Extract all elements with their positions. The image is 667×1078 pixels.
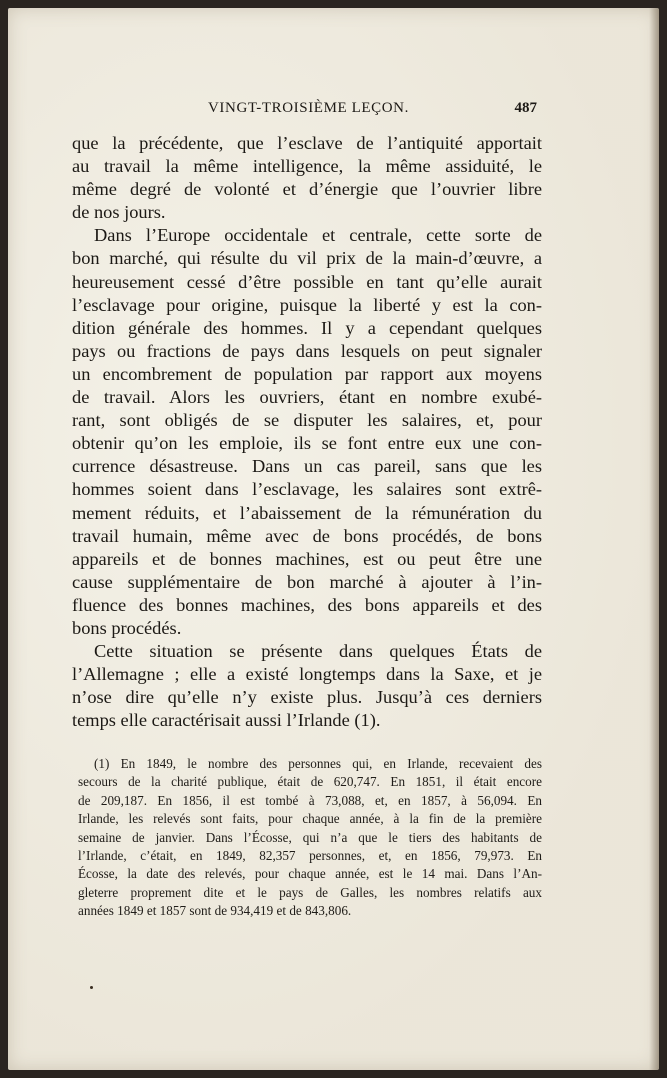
text-line: de travail. Alors les ouvriers, étant en nombre exubé-	[72, 387, 542, 408]
text-line: appareils et de bonnes machines, est ou peut être une	[72, 548, 542, 569]
text-line: temps elle caractérisait aussi l’Irlande (1).	[72, 710, 381, 731]
book-page	[8, 8, 659, 1070]
text-line: pays ou fractions de pays dans lesquels on peut signaler	[72, 340, 542, 361]
footnote-line: gleterre proprement dite et le pays de Galles, les nombres relatifs aux	[78, 884, 542, 900]
text-line: n’ose dire qu’elle n’y existe plus. Jusqu’à ces derniers	[72, 687, 542, 708]
footnote-line: (1) En 1849, le nombre des personnes qui, en Irlande, recevaient des	[94, 756, 542, 771]
text-line: Dans l’Europe occidentale et centrale, cette sorte de	[94, 225, 542, 246]
body-text	[72, 132, 542, 732]
footnote	[78, 755, 542, 921]
text-line: currence désastreuse. Dans un cas pareil, sans que les	[72, 456, 542, 477]
footnote-line: l’Irlande, c’était, en 1849, 82,357 personnes, et, en 1856, 79,973. En	[78, 847, 542, 863]
text-line: de nos jours.	[72, 202, 166, 223]
text-line: heureusement cessé d’être possible en tant qu’elle aurait	[72, 271, 542, 292]
text-line: fluence des bonnes machines, des bons appareils et des	[72, 594, 542, 615]
footnote-line: Écosse, la date des relevés, pour chaque année, est le 14 mai. Dans l’An-	[78, 866, 542, 882]
text-line: rant, sont obligés de se disputer les salaires, et, pour	[72, 410, 542, 431]
footnote-line: secours de la charité publique, était de 620,747. En 1851, il était encore	[78, 774, 542, 790]
text-line: que la précédente, que l’esclave de l’antiquité apportait	[72, 133, 542, 153]
text-line: l’esclavage pour origine, puisque la liberté y est la con-	[72, 294, 542, 315]
text-line: obtenir qu’on les emploie, ils se font entre eux une con-	[72, 433, 542, 454]
text-line: hommes soient dans l’esclavage, les salaires sont extrê-	[72, 479, 542, 500]
text-line: l’Allemagne ; elle a existé longtemps dans la Saxe, et je	[72, 664, 542, 685]
text-line: bon marché, qui résulte du vil prix de la main-d’œuvre, a	[72, 248, 542, 269]
text-line: dition générale des hommes. Il y a cependant quelques	[72, 317, 542, 338]
text-line: cause supplémentaire de bon marché à ajouter à l’in-	[72, 571, 542, 592]
running-head	[72, 100, 537, 124]
chapter-title: VINGT-TROISIÈME LEÇON.	[208, 100, 409, 116]
footnote-line: de 209,187. En 1856, il est tombé à 73,088, et, en 1857, à 56,094. En	[78, 792, 542, 808]
ink-speck	[90, 986, 93, 989]
footnote-line: semaine de janvier. Dans l’Écosse, qui n’a que le tiers des habitants de	[78, 829, 542, 845]
footnote-line: Irlande, les relevés sont faits, pour chaque année, à la fin de la première	[78, 811, 542, 827]
text-line: travail humain, même avec de bons procédés, de bons	[72, 525, 542, 546]
text-line: bons procédés.	[72, 617, 182, 638]
text-line: un encombrement de population par rapport aux moyens	[72, 363, 542, 384]
text-line: Cette situation se présente dans quelques États de	[94, 641, 542, 662]
page-number: 487	[514, 100, 537, 116]
text-line: même degré de volonté et d’énergie que l’ouvrier libre	[72, 179, 542, 200]
page-spine-shadow	[649, 8, 659, 1070]
footnote-line: années 1849 et 1857 sont de 934,419 et de 843,806.	[78, 903, 352, 919]
text-line: mement réduits, et l’abaissement de la rémunération du	[72, 502, 542, 523]
text-line: au travail la même intelligence, la même assiduité, le	[72, 156, 542, 177]
